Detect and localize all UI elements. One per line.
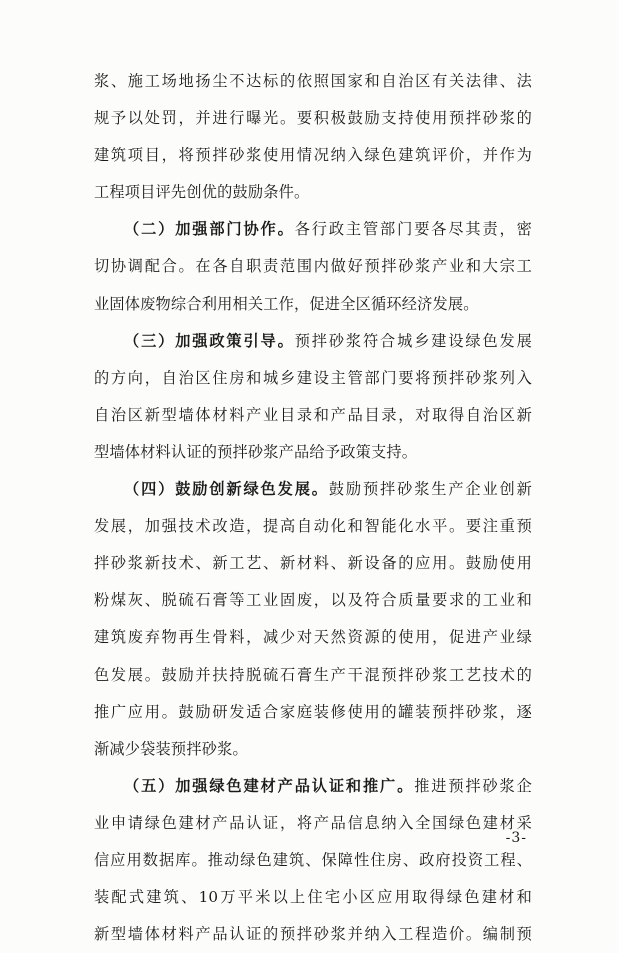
text-line: 粉煤灰、脱硫石膏等工业固废，以及符合质量要求的工业和 bbox=[94, 591, 532, 610]
page-number: -3- bbox=[505, 830, 527, 846]
body-text bbox=[94, 63, 532, 953]
text-line: 切协调配合。在各自职责范围内做好预拌砂浆产业和大宗工 bbox=[94, 257, 532, 276]
text-line: 业申请绿色建材产品认证，将产品信息纳入全国绿色建材采 bbox=[94, 813, 532, 832]
text-line: 型墙体材料认证的预拌砂浆产品给予政策支持。 bbox=[94, 442, 418, 461]
section-text: 推进预拌砂浆企 bbox=[414, 776, 532, 795]
text-line: 规予以处罚，并进行曝光。要积极鼓励支持使用预拌砂浆的 bbox=[94, 109, 532, 128]
text-line: 发展，加强技术改造，提高自动化和智能化水平。要注重预 bbox=[94, 517, 532, 536]
section-two-line bbox=[94, 211, 532, 248]
text-line: 业固体废物综合利用相关工作，促进全区循环经济发展。 bbox=[94, 294, 479, 313]
text-line: 新型墙体材料产品认证的预拌砂浆并纳入工程造价。编制预 bbox=[94, 925, 532, 944]
text-line: 建筑项目，将预拌砂浆使用情况纳入绿色建筑评价，并作为 bbox=[94, 146, 532, 165]
section-four-line bbox=[94, 471, 532, 508]
text-line: 渐减少袋装预拌砂浆。 bbox=[94, 739, 248, 758]
section-four-heading: （四）鼓励创新绿色发展。 bbox=[124, 480, 329, 499]
text-line: 拌砂浆新技术、新工艺、新材料、新设备的应用。鼓励使用 bbox=[94, 554, 532, 573]
section-three-line bbox=[94, 323, 532, 360]
text-line: 工程项目评先创优的鼓励条件。 bbox=[94, 183, 310, 202]
text-line: 浆、施工场地扬尘不达标的依照国家和自治区有关法律、法 bbox=[94, 72, 532, 90]
section-text: 预拌砂浆符合城乡建设绿色发展 bbox=[294, 331, 532, 350]
text-line: 信应用数据库。推动绿色建筑、保障性住房、政府投资工程、 bbox=[94, 850, 532, 869]
text-line: 推广应用。鼓励研发适合家庭装修使用的罐装预拌砂浆，逐 bbox=[94, 702, 532, 721]
section-text: 鼓励预拌砂浆生产企业创新 bbox=[328, 480, 532, 499]
section-text: 各行政主管部门要各尽其责，密 bbox=[294, 220, 532, 239]
text-line: 装配式建筑、10万平米以上住宅小区应用取得绿色建材和 bbox=[94, 888, 532, 907]
section-five-line bbox=[94, 768, 532, 805]
section-two-heading: （二）加强部门协作。 bbox=[124, 220, 295, 239]
section-five-heading: （五）加强绿色建材产品认证和推广。 bbox=[124, 776, 415, 795]
text-line: 建筑废弃物再生骨料，减少对天然资源的使用，促进产业绿 bbox=[94, 628, 532, 647]
text-line: 色发展。鼓励并扶持脱硫石膏生产干混预拌砂浆工艺技术的 bbox=[94, 665, 532, 684]
section-three-heading: （三）加强政策引导。 bbox=[124, 331, 295, 350]
text-line: 的方向，自治区住房和城乡建设主管部门要将预拌砂浆列入 bbox=[94, 368, 532, 387]
text-line: 自治区新型墙体材料产业目录和产品目录，对取得自治区新 bbox=[94, 405, 532, 424]
